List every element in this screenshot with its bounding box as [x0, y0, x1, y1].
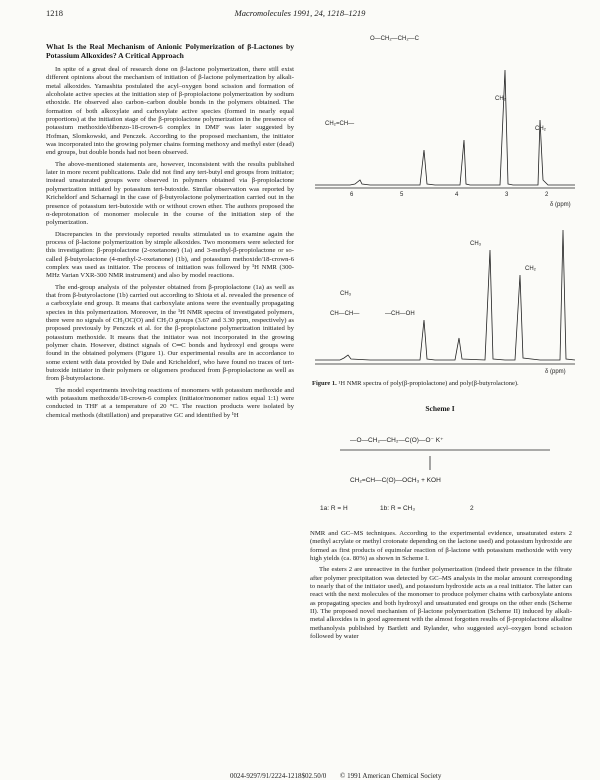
- structure-label: CH₃: [340, 291, 352, 297]
- right-column: [310, 530, 572, 644]
- scheme-label: 2: [470, 505, 474, 512]
- paragraph: Discrepancies in the previously reported results stimulated us to examine again the process of β-lactone polymerization by simple alkoxides. Two monomers were selected for this investigation: β-propiolactone (2-oxetanone) (1a) and 3-methyl-β-propiolactone or so-called β-butyrolactone (4-methyl-2-oxetanone) (1b), and potassium methoxide/18-crown-6 complex was used as initiator. The process of initiation was followed by ¹H NMR (300-MHz Varian VXR-300 NMR instrument) and also by model reactions.: [46, 230, 294, 280]
- running-header: Macromolecules 1991, 24, 1218–1219: [234, 8, 366, 18]
- paragraph: In spite of a great deal of research done on β-lactone polymerization, there still exist different opinions about the mechanism of initiation of β-lactone polymerization by alkali-metal alkoxides. Yamashita postulated the acyl–oxygen bond scission and formation of alcoholate active species at the initiation step of β-propiolactone polymerization by sodium ethoxide. He observed also carbon–carbon double bonds in the polymers obtained. The formation of both alkoxylate and carboxylate active species (formed in nearly equal proportions) at the initiation stage of the β-propiolactone polymerization in the presence of potassium methoxide/dibenzo-18-crown-6 complex in DMF was later suggested by Hofman, Slomkowski, and Penczek. According to the proposed mechanism, the initiator was incorporated into the growing polymer chains forming methoxy and methyl ester (dead) end groups, but double bonds had not been observed.: [46, 66, 294, 157]
- structure-label: CH₂: [525, 266, 536, 272]
- article-title: What Is the Real Mechanism of Anionic Polymerization of β-Lactones by Potassium Alkoxides? A Critical Approach: [46, 42, 294, 60]
- paragraph: The above-mentioned statements are, however, inconsistent with the results published later in more recent publications. Dale did not find any tert-butyl end groups from initiator; instead unsaturated groups were observed in polymers obtained via β-propiolactone polymerization initiated by potassium tert-butoxide. Similar observation was reported by Kricheldorf and Scharnagl in the case of β-butyrolactone polymerization carried out in the presence of potassium tert-butoxide with or without crown ether. The authors proposed the α-deprotonation of monomer molecule in the course of the initiation step of the polymerization.: [46, 160, 294, 227]
- structure-label: O—CH₂—CH₂—C: [370, 36, 419, 42]
- axis-tick: 4: [455, 192, 459, 198]
- axis-unit: δ (ppm): [550, 202, 571, 208]
- structure-label: —CH—OH: [385, 311, 415, 317]
- paragraph: NMR and GC–MS techniques. According to the experimental evidence, unsaturated esters 2 (methyl acrylate or methyl crotonate depending on the lactone used) and potassium hydroxide are formed as first products of equimolar reaction of β-lactone with potassium methoxide with very high yields (ca. 80%) as shown in Scheme I.: [310, 530, 572, 563]
- scheme-title: Scheme I: [425, 404, 455, 413]
- structure-label: CH—CH—: [330, 311, 360, 317]
- axis-unit: δ (ppm): [545, 369, 566, 375]
- peak-label: CH₂=CH—: [325, 121, 355, 127]
- scheme-label: 1a: R = H: [320, 505, 348, 512]
- figure-caption-text: ¹H NMR spectra of poly(β-propiolactone) and poly(β-butyrolactone).: [338, 380, 519, 387]
- axis-tick: 5: [400, 192, 404, 198]
- left-column: [46, 42, 294, 423]
- figure-caption: [312, 380, 572, 388]
- paragraph: The model experiments involving reactions of monomers with potassium methoxide and with potassium methoxide/18-crown-6 complex (initiator/monomer ratios equal 1:1) were conducted in THF at a temperature of 20 °C. The reaction products were isolated by chemical methods (distillation) and preparative GC and identified by ¹H: [46, 386, 294, 419]
- peak-label: CH₂: [535, 126, 546, 132]
- footer-copyright: © 1991 American Chemical Society: [340, 772, 442, 780]
- axis-tick: 6: [350, 192, 354, 198]
- footer-code: 0024-9297/91/2224-1218$02.50/0: [230, 772, 327, 780]
- scheme-line: —O—CH₂—CH₂—C(O)—O⁻ K⁺: [350, 437, 444, 444]
- scheme-line: CH₂=CH—C(O)—OCH₃ + KOH: [350, 477, 441, 484]
- axis-tick: 2: [545, 192, 549, 198]
- figure-caption-label: Figure 1.: [312, 380, 337, 387]
- scheme-label: 1b: R = CH₃: [380, 505, 415, 512]
- spectrum-trace: [315, 230, 575, 360]
- axis-tick: 3: [505, 192, 509, 198]
- page-number: 1218: [46, 8, 63, 18]
- structure-label: CH₃: [470, 241, 482, 247]
- paragraph: The esters 2 are unreactive in the further polymerization (indeed their presence in the filtrate after polymer precipitation was detected by GC–MS analysis in the molar amount corresponding to nearly that of the initiator used), and potassium hydroxide acts as a real initiator. The latter can react with the next molecules of the monomer to produce polymer chains with carboxylate anions as propagating species and both hydroxyl and unsaturated end groups on the other ends (Scheme II). The proposed novel mechanism of β-lactone polymerization (Scheme II) induced by alkali-metal alkoxides is in good agreement with the almost forgotten results of β-propiolactone alkaline methanolysis published by Bartlett and Rylander, who suggested acyl–oxygen bond scission followed by water: [310, 566, 572, 641]
- nmr-spectrum-bottom: [310, 210, 580, 375]
- paragraph: The end-group analysis of the polyester obtained from β-propiolactone (1a) as well as that from β-butyrolactone (1b) carried out according to Shiota et al. revealed the presence of a carboxylate end group. It means that carboxylate anions were the eventually propagating species in this polymerization. Moreover, in the ¹H NMR spectra of investigated polymers, there were no signals of CH₃OC(O) and CH₃O groups (3.67 and 3.30 ppm, respectively) as proposed previously by Penczek et al. for the β-propiolactone polymerization initiated by potassium methoxide. It means that the initiator was not incorporated in the growing polymer chain. However, distinct signals of C═C bonds and hydroxyl end groups were found in the obtained polymers (Figure 1). Our experimental results are in accordance to some extent with data provided by Dale and Kricheldorf, who have found no traces of tert-butoxide initiator in their polymers or oligomers produced from β-propiolactone as well as from β-butyrolactone.: [46, 283, 294, 383]
- nmr-spectrum-top: [310, 30, 580, 208]
- peak-label: CH₂: [495, 96, 506, 102]
- scheme-diagram: [310, 420, 580, 520]
